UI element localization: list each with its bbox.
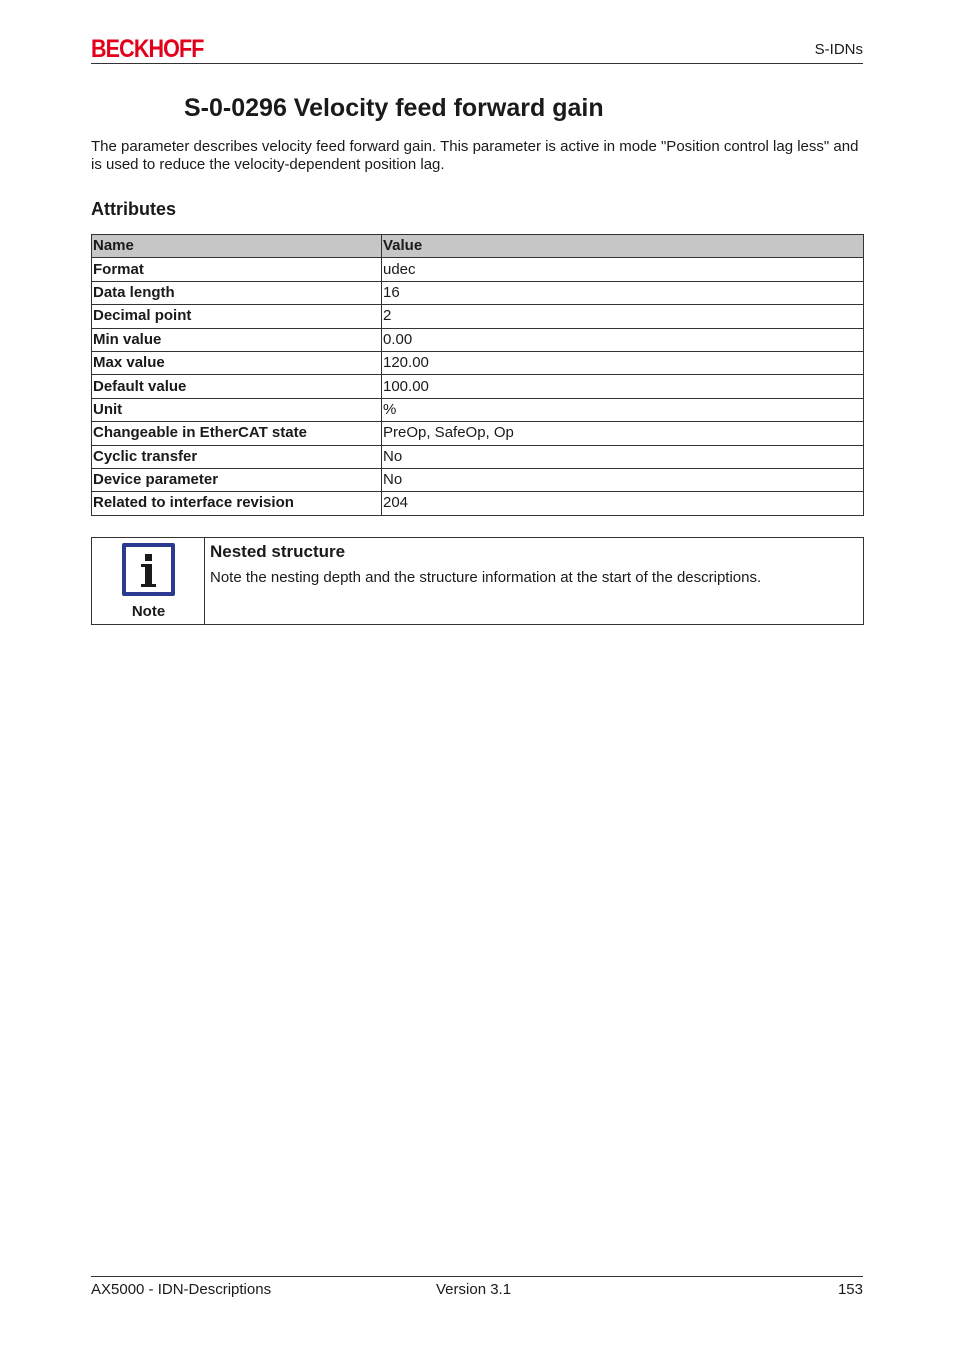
table-row (92, 328, 864, 351)
table-row (92, 305, 864, 328)
attribute-value: 100.00 (382, 375, 864, 398)
page-number: 153 (837, 1281, 863, 1298)
footer-version: Version 3.1 (436, 1281, 512, 1298)
section-name: S-IDNs (814, 41, 863, 58)
table-row (92, 445, 864, 468)
attribute-value: No (382, 445, 864, 468)
attribute-name: Unit (92, 398, 382, 421)
page-header (91, 36, 863, 64)
attribute-name: Format (92, 258, 382, 281)
table-header-row (92, 235, 864, 258)
footer-document-name: AX5000 - IDN-Descriptions (91, 1281, 272, 1298)
info-icon (122, 543, 175, 596)
attribute-value: PreOp, SafeOp, Op (382, 422, 864, 445)
note-label: Note (131, 603, 166, 620)
attribute-name: Cyclic transfer (92, 445, 382, 468)
attributes-heading: Attributes (91, 199, 176, 219)
note-icon-cell (92, 538, 205, 624)
column-header-name: Name (92, 235, 382, 258)
note-title: Nested structure (210, 542, 346, 561)
attribute-name: Default value (92, 375, 382, 398)
table-row (92, 492, 864, 515)
attribute-name: Min value (92, 328, 382, 351)
attribute-name: Related to interface revision (92, 492, 382, 515)
attribute-value: udec (382, 258, 864, 281)
attribute-value: 16 (382, 281, 864, 304)
page-footer (91, 1276, 863, 1300)
attribute-value: 0.00 (382, 328, 864, 351)
attributes-table (91, 234, 864, 516)
table-row (92, 398, 864, 421)
attribute-value: 2 (382, 305, 864, 328)
note-box (91, 537, 864, 625)
table-row (92, 422, 864, 445)
attribute-value: 120.00 (382, 351, 864, 374)
table-row (92, 375, 864, 398)
attribute-value: 204 (382, 492, 864, 515)
beckhoff-logo: BECKHOFF (91, 35, 204, 63)
attribute-name: Data length (92, 281, 382, 304)
attribute-value: No (382, 468, 864, 491)
attribute-name: Device parameter (92, 468, 382, 491)
table-row (92, 281, 864, 304)
attribute-name: Decimal point (92, 305, 382, 328)
page-title: S-0-0296 Velocity feed forward gain (184, 94, 604, 122)
parameter-description: The parameter describes velocity feed forward gain. This parameter is active in mode "Position control lag less" and is used to reduce the velocity-dependent position lag. (91, 138, 859, 173)
attribute-name: Max value (92, 351, 382, 374)
column-header-value: Value (382, 235, 864, 258)
note-text: Note the nesting depth and the structure information at the start of the descriptions. (210, 569, 762, 586)
attribute-value: % (382, 398, 864, 421)
attribute-name: Changeable in EtherCAT state (92, 422, 382, 445)
table-row (92, 468, 864, 491)
table-row (92, 258, 864, 281)
table-row (92, 351, 864, 374)
